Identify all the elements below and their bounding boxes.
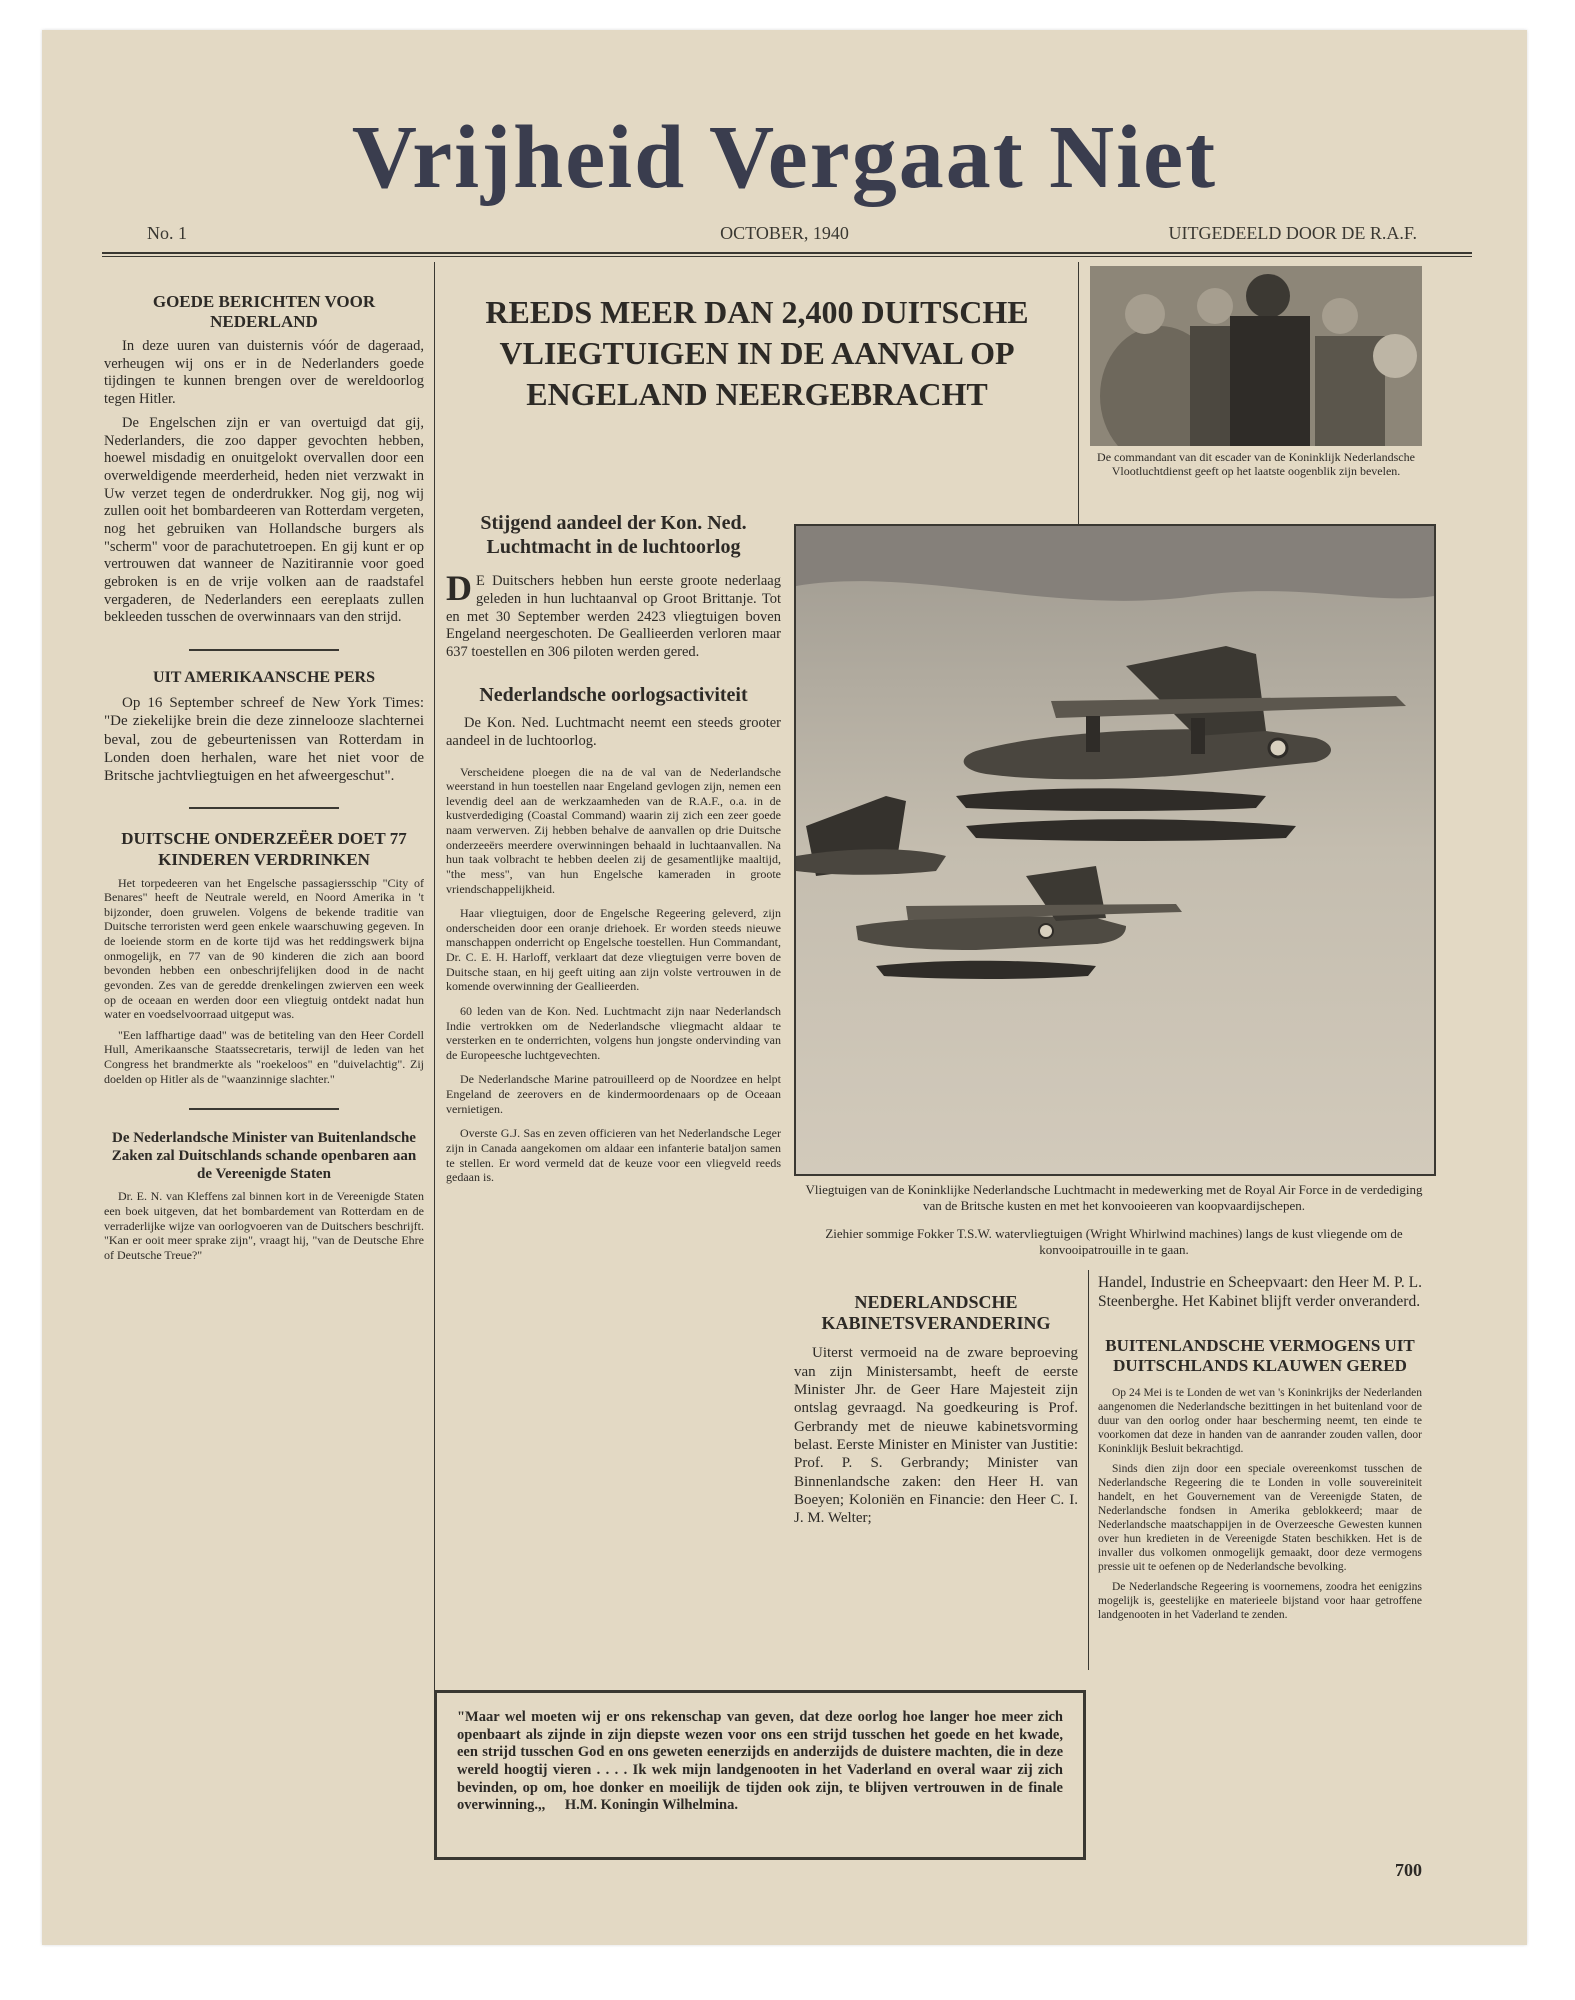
- commander-photo: [1090, 266, 1422, 446]
- good-news-p1: In deze uuren van duisternis vóór de dageraad, verheugen wij ons er in de Nederlanders goede tijdingen te kunnen brengen over de wereldoorlog tegen Hitler.: [104, 338, 424, 408]
- queen-quote-text: "Maar wel moeten wij er ons rekenschap van geven, dat deze oorlog hoe langer hoe meer zich openbaart als zijnde in zijn diepste wezen voor ons een strijd tusschen het goede en het kwade, een strijd tusschen God en ons geweten eenerzijds en anderzijds de duistere machten, die in deze wereld hoogtij vieren . . . . Ik wek mijn landgenooten in het Vaderland en overal waar zij zich bevinden, op om, hoe donker en moeilijk de tijden ook zijn, te blijven vertrouwen in de finale overwinning.,,: [457, 1709, 1063, 1814]
- section-rule: [189, 807, 339, 809]
- submarine-headline: DUITSCHE ONDERZEËER DOET 77 KINDEREN VERDRINKEN: [121, 829, 407, 869]
- lead-p1: [446, 568, 781, 661]
- page-code: 700: [1395, 1860, 1422, 1880]
- submarine-p2: "Een laffhartige daad" was de betiteling van den Heer Cordell Hull, Amerikaansche Staatssecretaris, terwijl de leden van het Congress het brandmerkte als "roekeloos" en "duivelachtig". Zij doelden op Hitler als de "waanzinnige slachter.": [104, 1027, 424, 1086]
- minister-p1: Dr. E. N. van Kleffens zal binnen kort in de Vereenigde Staten een boek uitgeven, dat het bombardement van Rotterdam en de verraderlijke wijze van oorlogvoeren van de Duitschers beschrijft. "Kan er ooit meer sprake zijn", vraagt hij, "van de Deutsche Ehre of Deutsche Treue?": [104, 1189, 424, 1262]
- section-rule: [189, 649, 339, 651]
- good-news-headline: GOEDE BERICHTEN VOOR NEDERLAND: [152, 292, 376, 332]
- assets-p3: De Nederlandsche Regeering is voornemens, zoodra het eenigzins mogelijk is, geestelijke en materieele bijstand voor haar getroffene landgenooten in het Vaderland te zenden.: [1098, 1581, 1422, 1622]
- american-press-p1: Op 16 September schreef de New York Times: "De ziekelijke brein die deze zinnelooze slachternei beval, zou de gebeurtenissen van Rotterdam in Londen doen herhalen, ware het niet voor de Britsche jachtvliegtuigen en het afweergeschut".: [104, 694, 424, 785]
- issue-date: OCTOBER, 1940: [720, 223, 849, 243]
- issue-number: No. 1: [147, 223, 187, 243]
- war-activity-p4: 60 leden van de Kon. Ned. Luchtmacht zijn naar Nederlandsch Indie vertrokken om de Nederlandsche vliegmacht aldaar te versterken en te onderrichten, volgens hun jongste ondervinding van de Europeesche luchtgevechten.: [446, 1003, 781, 1062]
- masthead-rule-thin: [102, 256, 1472, 257]
- column-divider-photo: [1078, 262, 1079, 524]
- cabinet-headline: NEDERLANDSCHE KABINETSVERANDERING: [821, 1292, 1051, 1334]
- queen-quote-box: [434, 1690, 1086, 1860]
- masthead-rule: [102, 252, 1472, 254]
- seaplanes-photo: [794, 524, 1436, 1176]
- publisher-line: UITGEDEELD DOOR DE R.A.F.: [1168, 223, 1417, 243]
- sub-headline-oorlog: Nederlandsche oorlogsactiviteit: [479, 683, 748, 706]
- seaplanes-illustration: [796, 526, 1434, 1174]
- war-activity-p1: De Kon. Ned. Luchtmacht neemt een steeds grooter aandeel in de luchtoorlog.: [446, 715, 781, 749]
- lead-p1-text: E Duitschers hebben hun eerste groote nederlaag geleden in hun luchtaanval op Groot Brittanje. Tot en met 30 September werden 2423 vliegtuigen boven Engeland neergeschoten. De Geallieerden verloren maar 637 toestellen en 306 piloten werden gered.: [446, 573, 781, 660]
- war-activity-p6: Overste G.J. Sas en zeven officieren van het Nederlandsche Leger zijn in Canada aangekomen om aldaar een infanterie bataljon samen te stellen. Er word vermeld dat de keuze voor een vliegveld reeds gedaan is.: [446, 1126, 781, 1185]
- assets-p2: Sinds dien zijn door een speciale overeenkomst tusschen de Nederlandsche Regeering die te Londen in volle souvereiniteit handelt, en het Gouvernement van de Vereenigde Staten, de Nederlandsche fondsen in Amerika geblokkeerd; maar de Nederlandsche maatschappijen in de Overzeesche Gewesten kunnen over hun kredieten in de Vereenigde Staten beschikken. Het is de invaller dus volkomen onmogelijk gemaakt, door deze vermogens pressie uit te oefenen op de Nederlandsche bevolking.: [1098, 1462, 1422, 1574]
- section-rule: [189, 1108, 339, 1110]
- assets-headline: BUITENLANDSCHE VERMOGENS UIT DUITSCHLANDS KLAUWEN GERED: [1105, 1335, 1415, 1375]
- lead-story-header: [446, 292, 1068, 415]
- cabinet-p2: Handel, Industrie en Scheepvaart: den Heer M. P. L. Steenberghe. Het Kabinet blijft verder onveranderd.: [1098, 1274, 1422, 1310]
- column-divider-right: [1088, 1270, 1089, 1670]
- good-news-p2: De Engelschen zijn er van overtuigd dat gij, Nederlanders, die zoo dapper gevochten hebben, hoewel misdadig en onuitgelokt overvallen door een overweldigende meerderheid, heden niet verzwakt in Uw verzet tegen de onderdrukker. Nog gij, nog wij zullen ooit het bombardeeren van Rotterdam vergeten, nog het gebruiken van Hollandsche burgers als "scherm" voor de parachutetroepen. En gij kunt er op vertrouwen dat wanneer de Nazitirannie voor goed gebroken is en de vrije volken aan de raadstafel vergaderen, de Nederlanders een eereplaats zullen bekleeden tusschen de overwinnaars van den strijd.: [104, 414, 424, 626]
- center-column: [446, 512, 781, 1185]
- drop-cap: D: [446, 568, 472, 609]
- seaplanes-caption-2: Ziehier sommige Fokker T.S.W. watervliegtuigen (Wright Whirlwind machines) langs de kust vliegende om de konvooipatrouille in te gaan.: [825, 1226, 1403, 1257]
- column-divider-left: [434, 262, 435, 1690]
- american-press-headline: UIT AMERIKAANSCHE PERS: [153, 669, 375, 687]
- queen-quote: [457, 1709, 1063, 1815]
- left-column: [104, 292, 424, 1262]
- sub-headline-luchtmacht: Stijgend aandeel der Kon. Ned. Luchtmacht in de luchtoorlog: [480, 512, 747, 558]
- commander-photo-caption: De commandant van dit escader van de Koninklijk Nederlandsche Vlootluchtdienst geeft op het laatste oogenblik zijn bevelen.: [1097, 450, 1415, 479]
- newspaper-page: [42, 30, 1527, 1945]
- right-column: [1098, 1274, 1422, 1622]
- lead-headline: REEDS MEER DAN 2,400 DUITSCHE VLIEGTUIGEN IN DE AANVAL OP ENGELAND NEERGEBRACHT: [485, 294, 1029, 412]
- war-activity-p5: De Nederlandsche Marine patrouilleerd op de Noordzee en helpt Engeland de zeerovers en de kindermoordenaars op de Oceaan vernietigen.: [446, 1072, 781, 1116]
- assets-p1: Op 24 Mei is te Londen de wet van 's Koninkrijks der Nederlanden aangenomen die Nederlandsche bezittingen in het buitenland voor de duur van den oorlog onder haar bescherming neemt, ten einde te voorkomen dat deze in handen van de aanrander zouden vallen, door Koninklijk Besluit bekrachtigd.: [1098, 1386, 1422, 1455]
- queen-quote-attribution: H.M. Koningin Wilhelmina.: [564, 1797, 738, 1814]
- minister-headline: De Nederlandsche Minister van Buitenlandsche Zaken zal Duitschlands schande openbaren aan de Vereenigde Staten: [111, 1130, 417, 1182]
- cabinet-article: [794, 1292, 1078, 1527]
- commander-photo-illustration: [1090, 266, 1422, 446]
- seaplanes-caption-1: Vliegtuigen van de Koninklijke Nederlandsche Luchtmacht in medewerking met de Royal Air Force in de verdediging van de Britsche kusten en met het konvooieeren van koopvaardijschepen.: [805, 1182, 1423, 1213]
- cabinet-p1: Uiterst vermoeid na de zware beproeving van zijn Ministersambt, heeft de eerste Minister Jhr. de Geer Hare Majesteit zijn ontslag gevraagd. Na goedkeuring is Prof. Gerbrandy met de nieuwe kabinetsvorming belast. Eerste Minister en Minister van Justitie: Prof. P. S. Gerbrandy; Minister van Binnenlandsche zaken: den Heer H. van Boeyen; Koloniën en Financie: den Heer C. I. J. M. Welter;: [794, 1345, 1078, 1527]
- masthead-title: Vrijheid Vergaat Niet: [351, 108, 1218, 207]
- war-activity-p2: Verscheidene ploegen die na de val van de Nederlandsche weerstand in hun toestellen naar Engeland gevlogen zijn, nemen een levendig deel aan de werkzaamheden van de R.A.F., o.a. in de kustverdediging (Coastal Command) waarin zij zich een zeer goede naam verwerven. Zij hebben behalve de aanvallen op drie Duitsche onderzeeërs meerdere overwinningen behaald in luchtaanvallen. Na hun taak volbracht te hebben deelen zij de gesamentlijke maaltijd, "the mess", van hun Engelsche kameraden in groote vriendschappelijkheid.: [446, 764, 781, 896]
- war-activity-p3: Haar vliegtuigen, door de Engelsche Regeering geleverd, zijn onderscheiden door een oranje driehoek. Er worden steeds nieuwe manschappen onderricht op Engelsche toestellen. Hun Commandant, Dr. C. E. H. Harloff, verklaart dat deze vliegtuigen verre boven de Duitsche staan, en hij geeft uiting aan zijn volste vertrouwen in de komende overwinning der Geallieerden.: [446, 906, 781, 994]
- submarine-p1: Het torpedeeren van het Engelsche passagiersschip "City of Benares" heeft de Neutrale wereld, en Noord Amerika in 't bijzonder, doen gruwelen. Volgens de bekende traditie van Duitsche terroristen werd geen enkele waarschuwing gegeven. In de loeiende storm en de korte tijd was het reddingswerk bijna onmogelijk, en 77 van de 90 kinderen die zich aan boord bevonden hebben een onbeschrijfelijken dood in de nacht gevonden. Zes van de geredde drenkelingen zwierven een week op de oceaan en werden door een vliegtuig ontdekt nadat hun water en voedselvoorraad uitgeput was.: [104, 875, 424, 1022]
